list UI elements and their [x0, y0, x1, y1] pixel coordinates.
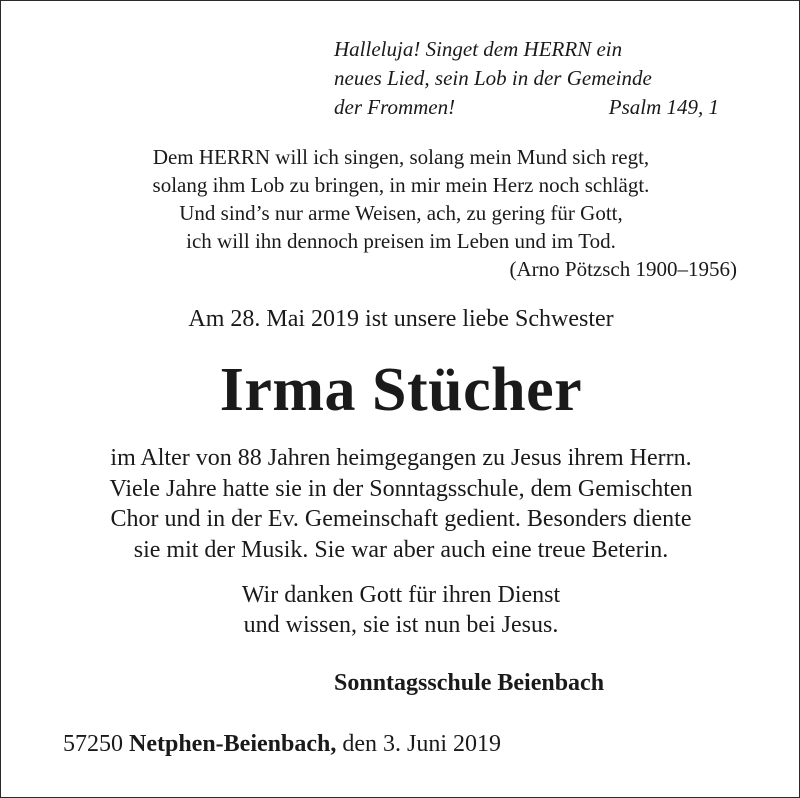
intro-text: Am 28. Mai 2019 ist unsere liebe Schwester — [188, 306, 614, 332]
poem-line: solang ihm Lob zu bringen, in mir mein Herz noch schlägt. — [152, 173, 650, 197]
postcode: 57250 — [63, 731, 123, 757]
psalm-last-row — [334, 93, 719, 122]
poem-line: Und sind’s nur arme Weisen, ach, zu gering für Gott, — [179, 201, 623, 225]
body-line: sie mit der Musik. Sie war aber auch eine treue Beterin. — [133, 536, 669, 563]
body-line: im Alter von 88 Jahren heimgegangen zu Jesus ihrem Herrn. — [110, 445, 692, 471]
poem-attribution: (Arno Pötzsch 1900–1956) — [509, 257, 737, 281]
poem-line: ich will ihn dennoch preisen im Leben und im Tod. — [186, 229, 616, 253]
psalm-quote — [334, 35, 719, 122]
thanks-line: Wir danken Gott für ihren Dienst — [241, 582, 561, 608]
body-line: Chor und in der Ev. Gemeinschaft gedient. Besonders diente — [110, 506, 692, 532]
deceased-name: Irma Stücher — [219, 356, 583, 424]
body-text — [1, 443, 800, 565]
city: Netphen-Beienbach, — [129, 731, 337, 757]
poem-line: Dem HERRN will ich singen, solang mein Mund sich regt, — [152, 145, 650, 169]
place-date — [63, 729, 501, 759]
psalm-line: der Frommen! — [334, 95, 456, 119]
sender-name: Sonntagsschule Beienbach — [334, 670, 605, 696]
poem — [1, 143, 800, 255]
thanks-text — [1, 580, 800, 640]
date: den 3. Juni 2019 — [342, 731, 502, 757]
thanks-line: und wissen, sie ist nun bei Jesus. — [243, 612, 559, 638]
psalm-reference: Psalm 149, 1 — [608, 95, 719, 119]
psalm-line: neues Lied, sein Lob in der Gemeinde — [334, 66, 652, 90]
body-line: Viele Jahre hatte sie in der Sonntagsschule, dem Gemischten — [109, 475, 693, 502]
psalm-line: Halleluja! Singet dem HERRN ein — [334, 37, 623, 61]
